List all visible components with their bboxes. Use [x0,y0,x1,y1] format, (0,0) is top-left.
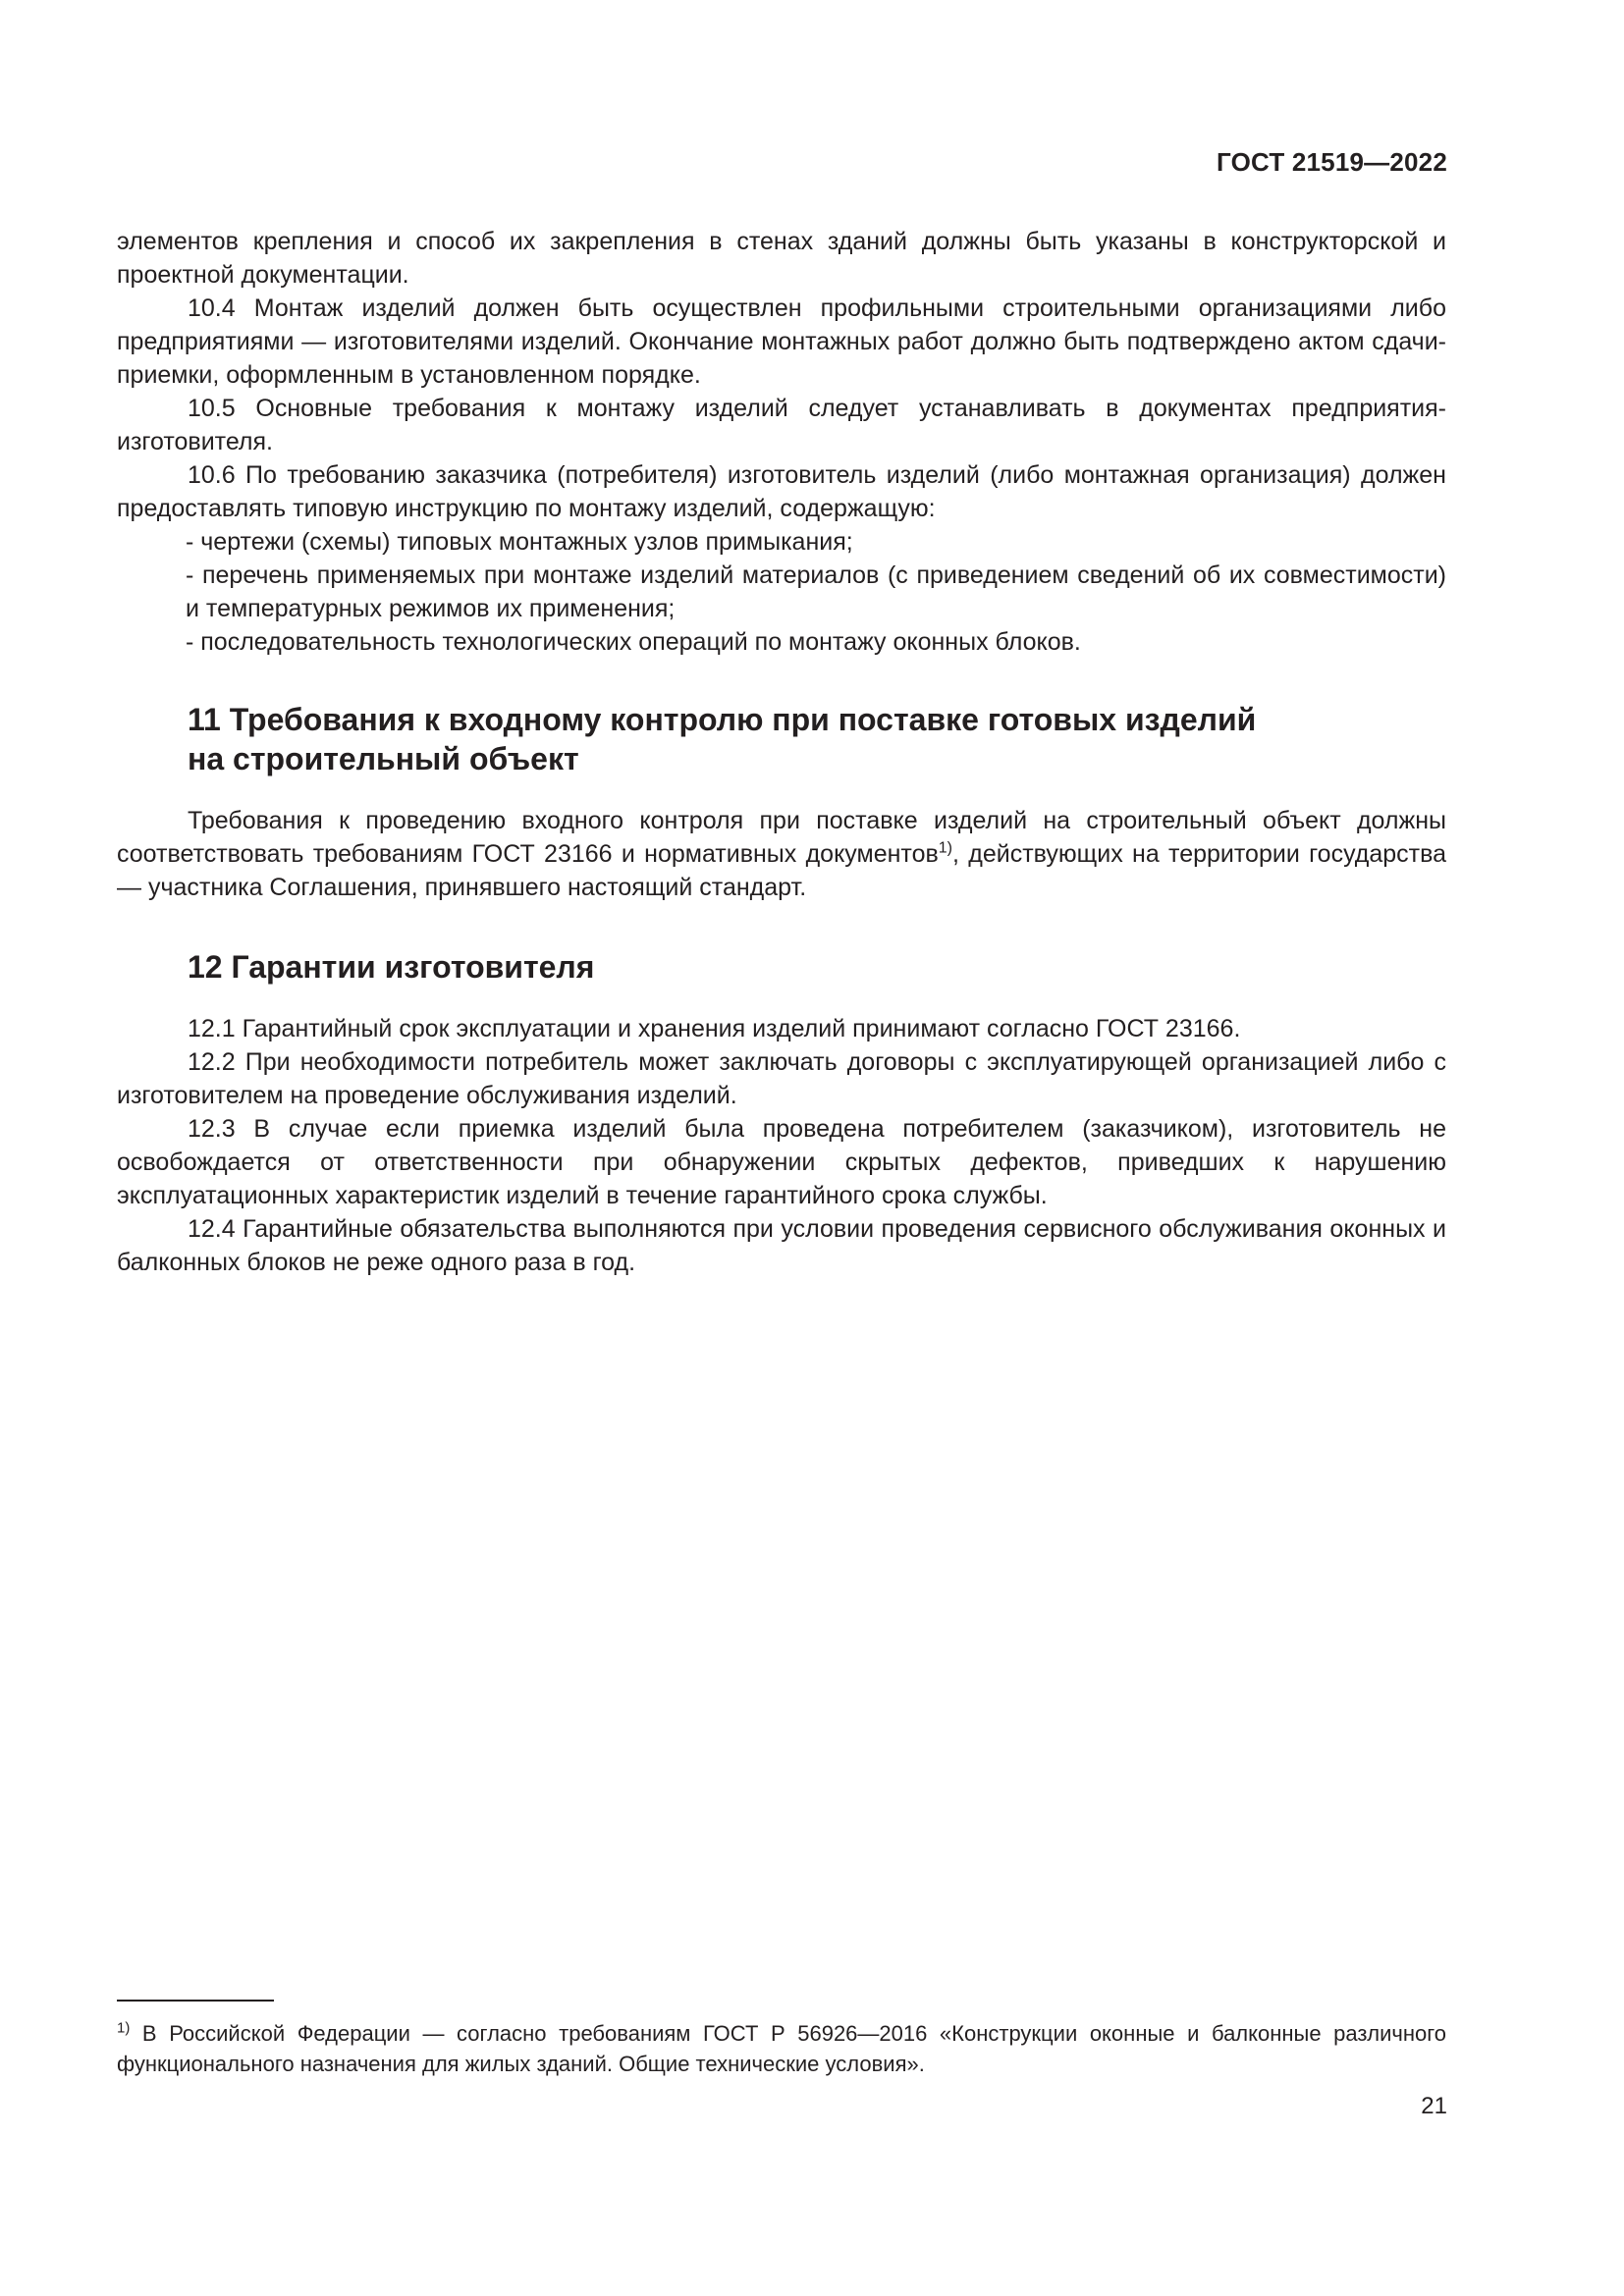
page-number: 21 [1421,2093,1447,2119]
paragraph-10-4: 10.4 Монтаж изделий должен быть осуществлен профильными строительными организациями либо предприятиями — изготовителями изделий. Окончание монтажных работ должно быть подтверждено актом сдачи-приемки, оформленным в установленном порядке. [117,294,1446,389]
list-item: - чертежи (схемы) типовых монтажных узлов примыкания; [186,528,853,556]
paragraph-10-6: 10.6 По требованию заказчика (потребителя) изготовитель изделий (либо монтажная организация) должен предоставлять типовую инструкцию по монтажу изделий, содержащую: [117,461,1446,522]
paragraph-12-3: 12.3 В случае если приемка изделий была проведена потребителем (заказчиком), изготовитель не освобождается от ответственности при обнаружении скрытых дефектов, приведших к нарушению эксплуатационных характеристик изделий в течение гарантийного срока службы. [117,1115,1446,1209]
footnote-marker: 1) [117,2019,131,2037]
footnote [117,2018,1446,2079]
continuation-paragraph: элементов крепления и способ их закрепления в стенах зданий должны быть указаны в конструкторской и проектной документации. [117,228,1446,289]
paragraph-12-4: 12.4 Гарантийные обязательства выполняются при условии проведения сервисного обслуживания оконных и балконных блоков не реже одного раза в год. [117,1215,1446,1276]
section-11-text-after-ref: , действующих на территории государства — участника Соглашения, принявшего настоящий стандарт. [117,840,1446,901]
section-11-paragraph [117,804,1446,904]
section-11-title [117,700,1446,778]
section-11-title-line-2: на строительный объект [188,741,579,776]
footnote-reference[interactable]: 1) [938,839,953,857]
list-item: - последовательность технологических операций по монтажу оконных блоков. [186,628,1081,656]
list-item: - перечень применяемых при монтаже изделий материалов (с приведением сведений об их совместимости) и температурных режимов их применения; [186,561,1446,622]
section-11-title-line-1: 11 Требования к входному контролю при поставке готовых изделий [188,702,1257,737]
paragraph-12-1: 12.1 Гарантийный срок эксплуатации и хранения изделий принимают согласно ГОСТ 23166. [188,1015,1241,1042]
footnote-text: В Российской Федерации — согласно требованиям ГОСТ Р 56926—2016 «Конструкции оконные и балконные различного функционального назначения для жилых зданий. Общие технические условия». [117,2021,1446,2076]
section-11-text-before-ref: Требования к проведению входного контроля при поставке изделий на строительный объект должны соответствовать требованиям ГОСТ 23166 и нормативных документов [117,807,1446,868]
page-body [117,225,1446,1279]
paragraph-10-5: 10.5 Основные требования к монтажу изделий следует устанавливать в документах предприятия-изготовителя. [117,395,1446,455]
section-12-title: 12 Гарантии изготовителя [188,949,595,985]
footnote-divider [117,2000,274,2002]
document-code-header: ГОСТ 21519—2022 [1217,147,1447,177]
paragraph-12-2: 12.2 При необходимости потребитель может заключать договоры с эксплуатирующей организацией либо с изготовителем на проведение обслуживания изделий. [117,1048,1446,1109]
